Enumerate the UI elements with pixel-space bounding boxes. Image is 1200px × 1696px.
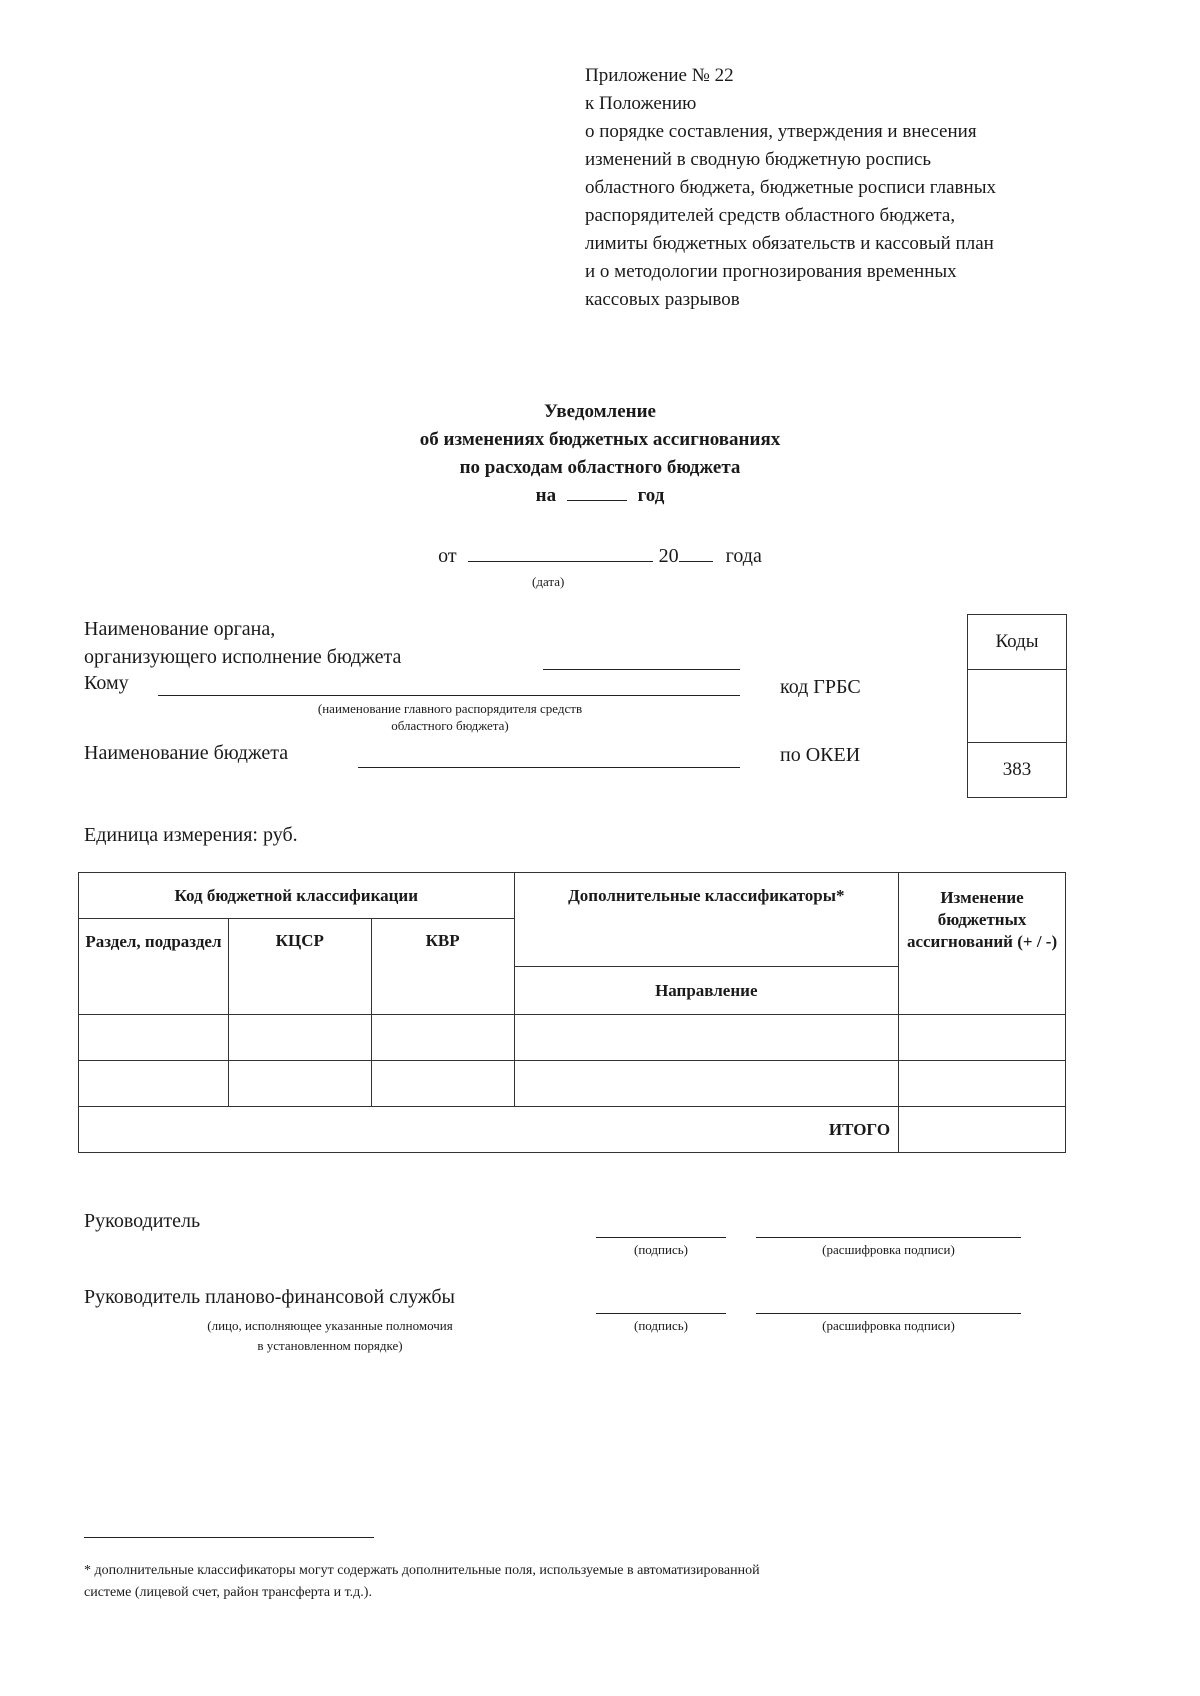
appendix-line: о порядке составления, утверждения и внесения: [585, 121, 977, 142]
date-prefix: от: [438, 545, 457, 567]
organ-field[interactable]: [543, 668, 740, 670]
okei-label: по ОКЕИ: [780, 744, 861, 766]
table-total-row: [79, 1107, 1066, 1153]
to-caption-line-1: (наименование главного распорядителя средств: [317, 701, 583, 716]
fin-head-label: Руководитель планово-финансовой службы: [84, 1286, 455, 1308]
fin-head-note-line-2: в установленном порядке): [257, 1338, 403, 1353]
fin-head-decode-caption: (расшифровка подписи): [822, 1318, 955, 1333]
appendix-line: и о методологии прогнозирования временных: [585, 261, 957, 282]
table-cell[interactable]: [371, 1061, 514, 1107]
title-year-suffix: год: [637, 485, 665, 506]
fin-head-decode-line[interactable]: [756, 1312, 1021, 1314]
table-cell[interactable]: [899, 1061, 1066, 1107]
table-cell[interactable]: [228, 1061, 371, 1107]
organ-label-1: Наименование органа,: [84, 618, 276, 640]
table-cell[interactable]: [514, 1061, 899, 1107]
footnote-line-2: системе (лицевой счет, район трансферта и т.д.).: [84, 1585, 372, 1600]
head-decode-caption: (расшифровка подписи): [822, 1242, 955, 1257]
col-group-additional: Дополнительные классификаторы*: [514, 873, 899, 919]
okei-code-cell[interactable]: 383: [1002, 759, 1032, 780]
appendix-header: [585, 62, 1125, 314]
total-label: ИТОГО: [79, 1107, 899, 1153]
date-blank[interactable]: [468, 543, 653, 562]
col-additional-spacer: [514, 919, 899, 967]
to-field[interactable]: [158, 694, 740, 696]
col-section: Раздел, подраздел: [79, 919, 229, 1015]
budget-table: [78, 872, 1066, 1153]
appendix-line: изменений в сводную бюджетную роспись: [585, 149, 932, 170]
title-line-1: Уведомление: [544, 401, 656, 422]
table-cell[interactable]: [228, 1015, 371, 1061]
col-change: Изменение бюджетных ассигнований (+ / -): [899, 873, 1066, 1015]
to-caption: [240, 700, 660, 734]
codes-header: Коды: [968, 615, 1066, 670]
date-year-blank[interactable]: [679, 543, 713, 562]
table-cell[interactable]: [79, 1015, 229, 1061]
fin-head-sign-caption: (подпись): [634, 1318, 688, 1333]
footnote-divider: [84, 1536, 374, 1538]
organ-label-2: организующего исполнение бюджета: [84, 646, 402, 668]
footnote: [84, 1560, 1084, 1604]
table-cell[interactable]: [899, 1015, 1066, 1061]
col-kvr: КВР: [371, 919, 514, 1015]
budget-field[interactable]: [358, 766, 740, 768]
head-decode-line[interactable]: [756, 1236, 1021, 1238]
title-line-4: [0, 482, 1200, 510]
footnote-line-1: * дополнительные классификаторы могут содержать дополнительные поля, используемые в автоматизированной: [84, 1563, 760, 1578]
grbs-code-cell[interactable]: [968, 670, 1066, 743]
grbs-label: код ГРБС: [780, 676, 861, 698]
table-cell[interactable]: [514, 1015, 899, 1061]
appendix-line: к Положению: [585, 93, 697, 114]
appendix-line: Приложение № 22: [585, 65, 734, 86]
table-cell[interactable]: [371, 1015, 514, 1061]
appendix-line: областного бюджета, бюджетные росписи главных: [585, 177, 996, 198]
col-group-code: Код бюджетной классификации: [79, 873, 515, 919]
head-sign-caption: (подпись): [634, 1242, 688, 1257]
total-value-cell[interactable]: [899, 1107, 1066, 1153]
title-line-2: об изменениях бюджетных ассигнованиях: [419, 429, 781, 450]
title-year-prefix: на: [535, 485, 557, 506]
document-title: [0, 398, 1200, 510]
appendix-line: лимиты бюджетных обязательств и кассовый план: [585, 233, 994, 254]
date-year-prefix: 20: [658, 545, 679, 567]
unit-label: Единица измерения: руб.: [84, 824, 298, 846]
appendix-line: распорядителей средств областного бюджета,: [585, 205, 956, 226]
date-caption: (дата): [532, 574, 565, 589]
date-suffix: года: [725, 545, 762, 567]
title-line-3: по расходам областного бюджета: [459, 457, 741, 478]
year-blank[interactable]: [567, 482, 627, 501]
fin-head-note: [100, 1316, 560, 1356]
date-line: [0, 543, 1200, 568]
col-direction: Направление: [514, 967, 899, 1015]
to-caption-line-2: областного бюджета): [391, 718, 509, 733]
col-kcsr: КЦСР: [228, 919, 371, 1015]
head-sign-line[interactable]: [596, 1236, 726, 1238]
codes-box: [967, 614, 1067, 798]
appendix-line: кассовых разрывов: [585, 289, 740, 310]
budget-label: Наименование бюджета: [84, 742, 289, 764]
table-row: [79, 1015, 1066, 1061]
head-label: Руководитель: [84, 1210, 201, 1232]
fin-head-note-line-1: (лицо, исполняющее указанные полномочия: [207, 1318, 453, 1333]
table-row: [79, 1061, 1066, 1107]
table-header-row-1: [79, 873, 1066, 919]
table-cell[interactable]: [79, 1061, 229, 1107]
fin-head-sign-line[interactable]: [596, 1312, 726, 1314]
to-label: Кому: [84, 672, 129, 694]
